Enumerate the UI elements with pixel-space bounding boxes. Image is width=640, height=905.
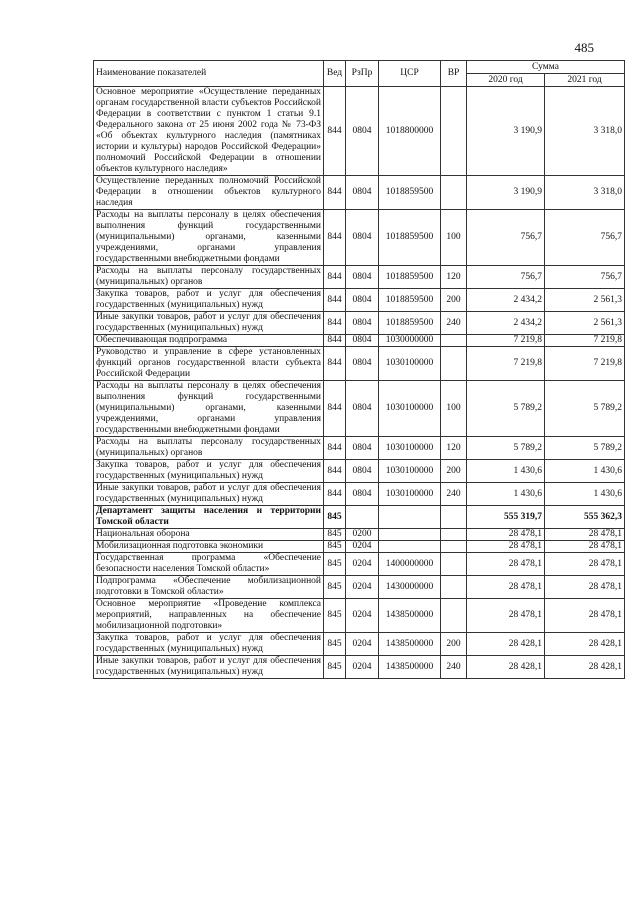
row-csr: 1438500000 (379, 599, 441, 633)
row-csr: 1018859500 (379, 289, 441, 312)
row-vr (441, 553, 467, 576)
row-vr: 200 (441, 460, 467, 483)
row-ved: 844 (324, 381, 346, 437)
row-ved: 844 (324, 176, 346, 210)
row-name: Закупка товаров, работ и услуг для обеспечения государственных (муниципальных) нужд (94, 633, 324, 656)
row-amount-2020: 28 478,1 (467, 553, 545, 576)
table-row (94, 529, 625, 541)
row-amount-2020: 7 219,8 (467, 335, 545, 347)
row-amount-2021: 555 362,3 (545, 506, 625, 529)
row-rzpr: 0804 (346, 87, 379, 176)
row-ved: 844 (324, 289, 346, 312)
row-amount-2020: 28 428,1 (467, 656, 545, 679)
row-rzpr: 0804 (346, 176, 379, 210)
row-amount-2021: 28 428,1 (545, 656, 625, 679)
table-row (94, 312, 625, 335)
row-rzpr: 0204 (346, 576, 379, 599)
row-rzpr: 0804 (346, 289, 379, 312)
row-amount-2020: 1 430,6 (467, 460, 545, 483)
header-vr: ВР (441, 61, 467, 87)
row-vr: 120 (441, 266, 467, 289)
row-name: Закупка товаров, работ и услуг для обеспечения государственных (муниципальных) нужд (94, 289, 324, 312)
row-name: Государственная программа «Обеспечение безопасности населения Томской области» (94, 553, 324, 576)
header-summa: Сумма (467, 61, 625, 74)
row-amount-2021: 5 789,2 (545, 381, 625, 437)
row-ved: 844 (324, 335, 346, 347)
row-vr: 240 (441, 312, 467, 335)
row-vr: 200 (441, 633, 467, 656)
row-amount-2020: 756,7 (467, 266, 545, 289)
row-rzpr: 0804 (346, 210, 379, 266)
row-amount-2021: 2 561,3 (545, 312, 625, 335)
row-amount-2021: 756,7 (545, 210, 625, 266)
row-amount-2020: 7 219,8 (467, 347, 545, 381)
row-ved: 844 (324, 347, 346, 381)
row-rzpr: 0804 (346, 381, 379, 437)
row-rzpr: 0804 (346, 266, 379, 289)
table-row (94, 599, 625, 633)
row-csr: 1438500000 (379, 633, 441, 656)
row-amount-2021: 3 318,0 (545, 87, 625, 176)
row-csr: 1030100000 (379, 483, 441, 506)
row-ved: 844 (324, 266, 346, 289)
row-name: Иные закупки товаров, работ и услуг для обеспечения государственных (муниципальных) нужд (94, 656, 324, 679)
row-rzpr: 0204 (346, 541, 379, 553)
row-amount-2021: 2 561,3 (545, 289, 625, 312)
page-number: 485 (574, 40, 594, 55)
row-rzpr: 0804 (346, 483, 379, 506)
row-amount-2020: 3 190,9 (467, 176, 545, 210)
row-rzpr: 0804 (346, 312, 379, 335)
row-ved: 845 (324, 633, 346, 656)
row-name: Основное мероприятие «Проведение комплекса мероприятий, направленных на обеспечение мобилизационной подготовки» (94, 599, 324, 633)
table-row (94, 437, 625, 460)
row-vr: 240 (441, 483, 467, 506)
row-vr: 240 (441, 656, 467, 679)
row-csr: 1438500000 (379, 656, 441, 679)
row-csr: 1018800000 (379, 87, 441, 176)
table-row (94, 347, 625, 381)
header-year-2020: 2020 год (467, 74, 545, 87)
row-amount-2020: 2 434,2 (467, 289, 545, 312)
row-ved: 845 (324, 553, 346, 576)
table-row (94, 210, 625, 266)
table-row (94, 460, 625, 483)
header-ved: Вед (324, 61, 346, 87)
row-name: Национальная оборона (94, 529, 324, 541)
row-csr (379, 529, 441, 541)
row-csr: 1430000000 (379, 576, 441, 599)
row-amount-2021: 28 478,1 (545, 529, 625, 541)
budget-table (93, 60, 625, 679)
row-csr: 1018859500 (379, 312, 441, 335)
row-amount-2020: 2 434,2 (467, 312, 545, 335)
row-ved: 845 (324, 576, 346, 599)
row-name: Основное мероприятие «Осуществление переданных органам государственной власти субъектов Российской Федерации в соответствии с пунктом 1 статьи 9.1 Федерального закона от 25 июня 2002 года № 73-ФЗ «Об объектах культурного наследия (памятниках истории и культуры) народов Российской Федерации» полномочий Российской Федерации в отношении объектов культурного наследия» (94, 87, 324, 176)
row-ved: 845 (324, 599, 346, 633)
row-name: Иные закупки товаров, работ и услуг для обеспечения государственных (муниципальных) нужд (94, 483, 324, 506)
header-name: Наименование показателей (94, 61, 324, 87)
row-rzpr: 0804 (346, 347, 379, 381)
row-ved: 844 (324, 210, 346, 266)
row-amount-2021: 28 478,1 (545, 541, 625, 553)
row-amount-2020: 756,7 (467, 210, 545, 266)
row-vr: 120 (441, 437, 467, 460)
row-amount-2021: 7 219,8 (545, 335, 625, 347)
row-amount-2020: 28 478,1 (467, 529, 545, 541)
row-vr (441, 87, 467, 176)
row-vr (441, 506, 467, 529)
row-ved: 844 (324, 437, 346, 460)
row-name: Обеспечивающая подпрограмма (94, 335, 324, 347)
row-ved: 845 (324, 529, 346, 541)
table-row (94, 335, 625, 347)
row-vr (441, 335, 467, 347)
row-ved: 844 (324, 460, 346, 483)
row-csr: 1030100000 (379, 347, 441, 381)
row-amount-2020: 3 190,9 (467, 87, 545, 176)
header-rzpr: РзПр (346, 61, 379, 87)
row-amount-2021: 28 428,1 (545, 633, 625, 656)
table-row (94, 483, 625, 506)
row-ved: 844 (324, 483, 346, 506)
table-row (94, 176, 625, 210)
row-csr (379, 541, 441, 553)
row-rzpr: 0804 (346, 437, 379, 460)
row-rzpr (346, 506, 379, 529)
row-ved: 845 (324, 506, 346, 529)
row-rzpr: 0204 (346, 656, 379, 679)
header-csr: ЦСР (379, 61, 441, 87)
row-name: Департамент защиты населения и территории Томской области (94, 506, 324, 529)
row-vr: 100 (441, 381, 467, 437)
row-ved: 844 (324, 87, 346, 176)
row-csr: 1030100000 (379, 437, 441, 460)
row-vr (441, 541, 467, 553)
row-name: Мобилизационная подготовка экономики (94, 541, 324, 553)
row-name: Расходы на выплаты персоналу в целях обеспечения выполнения функций государственными (муниципальными) органами, казенными учреждениями, органами управления государственными внебюджетными фондами (94, 210, 324, 266)
row-amount-2020: 5 789,2 (467, 437, 545, 460)
row-amount-2020: 1 430,6 (467, 483, 545, 506)
row-ved: 845 (324, 656, 346, 679)
row-name: Осуществление переданных полномочий Российской Федерации в отношении объектов культурного наследия (94, 176, 324, 210)
row-amount-2021: 28 478,1 (545, 576, 625, 599)
table-row (94, 553, 625, 576)
row-csr: 1030100000 (379, 460, 441, 483)
row-amount-2021: 28 478,1 (545, 599, 625, 633)
row-amount-2020: 28 478,1 (467, 599, 545, 633)
row-amount-2020: 28 428,1 (467, 633, 545, 656)
row-name: Расходы на выплаты персоналу государственных (муниципальных) органов (94, 437, 324, 460)
row-vr (441, 176, 467, 210)
row-vr (441, 599, 467, 633)
row-ved: 845 (324, 541, 346, 553)
table-row (94, 289, 625, 312)
header-year-2021: 2021 год (545, 74, 625, 87)
row-rzpr: 0204 (346, 633, 379, 656)
row-amount-2020: 28 478,1 (467, 541, 545, 553)
row-csr: 1018859500 (379, 210, 441, 266)
row-amount-2021: 1 430,6 (545, 460, 625, 483)
row-amount-2021: 5 789,2 (545, 437, 625, 460)
row-amount-2020: 555 319,7 (467, 506, 545, 529)
row-rzpr: 0804 (346, 335, 379, 347)
table-row (94, 576, 625, 599)
row-vr (441, 529, 467, 541)
row-csr: 1030100000 (379, 381, 441, 437)
row-vr (441, 347, 467, 381)
row-ved: 844 (324, 312, 346, 335)
row-name: Руководство и управление в сфере установленных функций органов государственной власти субъекта Российской Федерации (94, 347, 324, 381)
row-csr (379, 506, 441, 529)
row-amount-2020: 5 789,2 (467, 381, 545, 437)
row-rzpr: 0204 (346, 599, 379, 633)
table-row (94, 633, 625, 656)
row-csr: 1018859500 (379, 266, 441, 289)
row-vr (441, 576, 467, 599)
row-amount-2020: 28 478,1 (467, 576, 545, 599)
row-name: Закупка товаров, работ и услуг для обеспечения государственных (муниципальных) нужд (94, 460, 324, 483)
row-rzpr: 0200 (346, 529, 379, 541)
row-csr: 1018859500 (379, 176, 441, 210)
table-row (94, 381, 625, 437)
row-name: Иные закупки товаров, работ и услуг для обеспечения государственных (муниципальных) нужд (94, 312, 324, 335)
table-row (94, 541, 625, 553)
row-csr: 1030000000 (379, 335, 441, 347)
row-amount-2021: 3 318,0 (545, 176, 625, 210)
row-csr: 1400000000 (379, 553, 441, 576)
table-row (94, 656, 625, 679)
row-amount-2021: 1 430,6 (545, 483, 625, 506)
table-row (94, 87, 625, 176)
table-row (94, 266, 625, 289)
row-vr: 200 (441, 289, 467, 312)
row-amount-2021: 7 219,8 (545, 347, 625, 381)
row-amount-2021: 756,7 (545, 266, 625, 289)
row-rzpr: 0804 (346, 460, 379, 483)
row-name: Расходы на выплаты персоналу государственных (муниципальных) органов (94, 266, 324, 289)
row-vr: 100 (441, 210, 467, 266)
table-row (94, 506, 625, 529)
row-name: Подпрограмма «Обеспечение мобилизационной подготовки в Томской области» (94, 576, 324, 599)
row-amount-2021: 28 478,1 (545, 553, 625, 576)
row-rzpr: 0204 (346, 553, 379, 576)
row-name: Расходы на выплаты персоналу в целях обеспечения выполнения функций государственными (муниципальными) органами, казенными учреждениями, органами управления государственными внебюджетными фондами (94, 381, 324, 437)
